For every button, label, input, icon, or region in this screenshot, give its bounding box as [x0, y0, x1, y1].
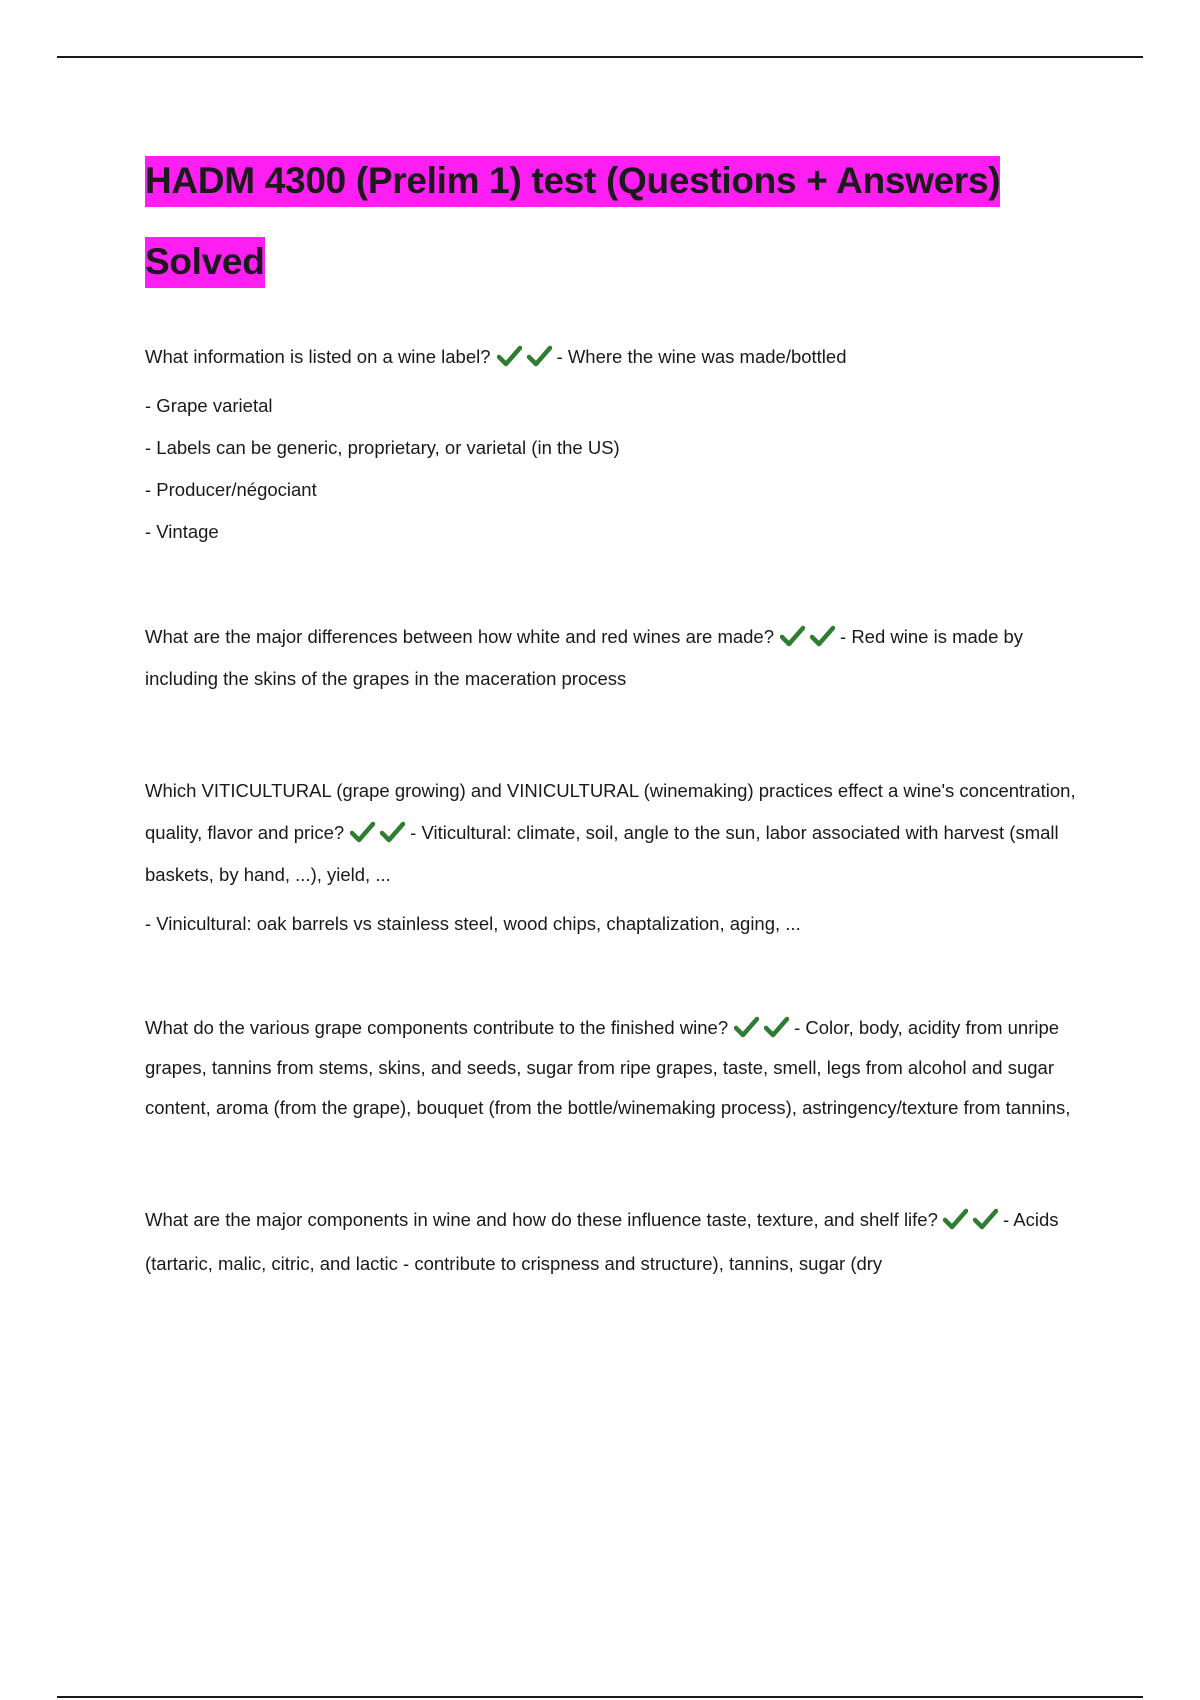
qa-paragraph [145, 1198, 1095, 1286]
check-icons [780, 616, 840, 658]
check-icon [943, 1208, 968, 1230]
check-icon [497, 345, 522, 367]
check-icons [734, 1008, 794, 1048]
answer-text: - Where the wine was made/bottled [556, 346, 847, 367]
qa-paragraph [145, 616, 1095, 700]
check-icons [350, 812, 410, 854]
check-icons [943, 1198, 1003, 1242]
top-rule [57, 56, 1143, 58]
list-item: - Labels can be generic, proprietary, or varietal (in the US) [145, 437, 620, 458]
answer-text: - Red wine is made by including the skins of the grapes in the maceration process [145, 626, 1024, 689]
list-item: - Grape varietal [145, 395, 273, 416]
qa-item-5 [145, 1198, 1095, 1286]
list-item: - Vintage [145, 521, 219, 542]
check-icon [380, 821, 405, 843]
check-icon [810, 625, 835, 647]
qa-item-1 [145, 336, 1095, 546]
question-text: What are the major differences between how white and red wines are made? [145, 626, 775, 647]
qa-paragraph [145, 770, 1095, 896]
qa-item-2 [145, 616, 1095, 700]
check-icon [350, 821, 375, 843]
question-text: Which VITICULTURAL (grape growing) and VINICULTURAL (winemaking) practices effect a wine's concentration, quality, flavor and price? [145, 780, 1076, 843]
check-icon [734, 1016, 759, 1038]
check-icon [973, 1208, 998, 1230]
check-icons [497, 336, 557, 378]
answer-text: - Viticultural: climate, soil, angle to the sun, labor associated with harvest (small baskets, by hand, ...), yield, ... [145, 822, 1059, 885]
document-body [145, 140, 1095, 1286]
qa-item-3 [145, 770, 1095, 938]
answer-text: - Acids (tartaric, malic, citric, and lactic - contribute to crispness and structure), tannins, sugar (dry [145, 1209, 1059, 1274]
list-item: - Producer/négociant [145, 479, 317, 500]
check-icon [764, 1016, 789, 1038]
title-highlight: HADM 4300 (Prelim 1) test (Questions + Answers) Solved [145, 156, 1000, 288]
bottom-rule [57, 1696, 1143, 1698]
question-text: What are the major components in wine and how do these influence taste, texture, and shelf life? [145, 1209, 938, 1230]
qa-paragraph [145, 336, 1095, 378]
question-text: What information is listed on a wine label? [145, 346, 491, 367]
answer-text: - Color, body, acidity from unripe grapes, tannins from stems, skins, and seeds, sugar from ripe grapes, taste, smell, legs from alcohol and sugar content, aroma (from the grape), bouquet (from the bottle/winemaking process), astringency/texture from tannins, [145, 1017, 1071, 1118]
check-icon [527, 345, 552, 367]
check-icon [780, 625, 805, 647]
qa-paragraph [145, 1008, 1095, 1128]
list-item: - Vinicultural: oak barrels vs stainless steel, wood chips, chaptalization, aging, ... [145, 913, 801, 934]
qa-item-4 [145, 1008, 1095, 1128]
document-title [145, 140, 1095, 302]
question-text: What do the various grape components contribute to the finished wine? [145, 1017, 729, 1038]
